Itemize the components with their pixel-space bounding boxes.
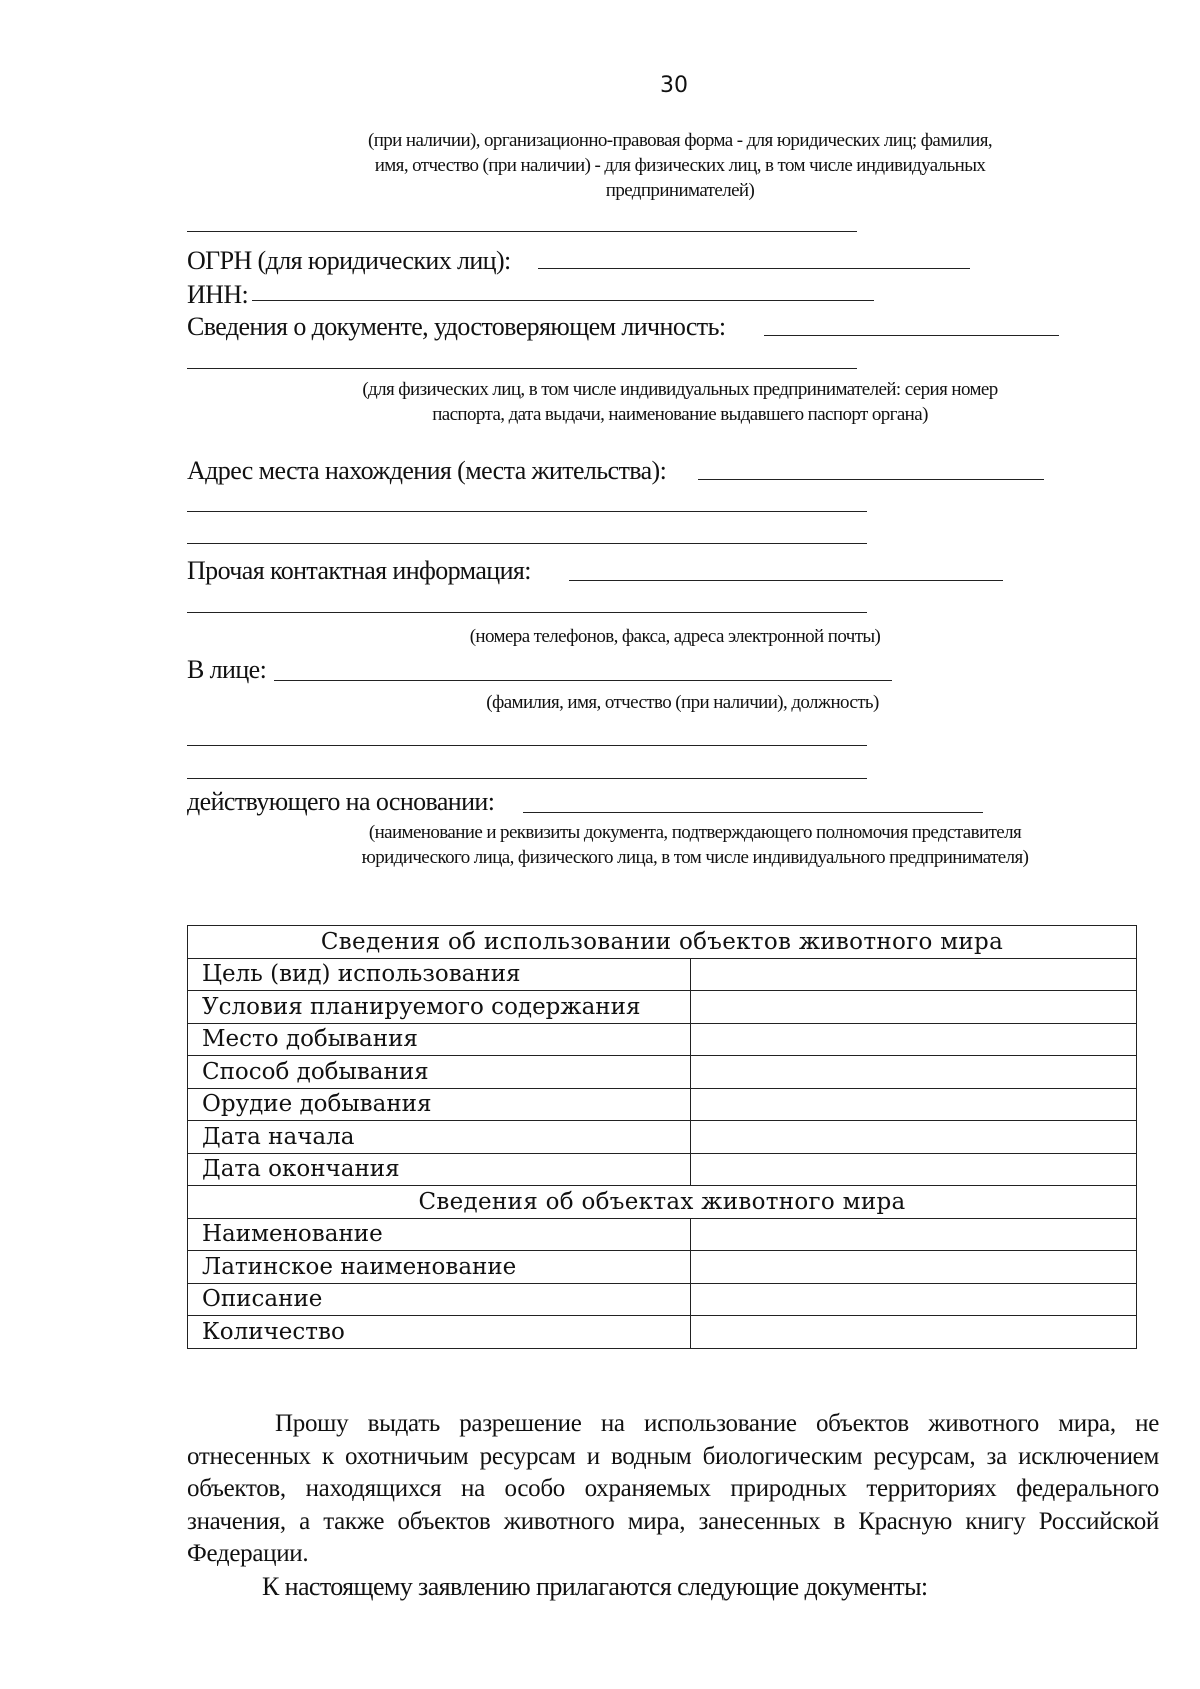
identity-doc-input-line[interactable] xyxy=(764,335,1059,336)
page-number: 30 xyxy=(660,73,688,98)
row-value-cell[interactable] xyxy=(691,1251,1137,1284)
table-row xyxy=(188,1218,1137,1251)
wildlife-usage-table xyxy=(187,925,1137,1349)
row-value-cell[interactable] xyxy=(691,1023,1137,1056)
basis-note: (наименование и реквизиты документа, подтверждающего полномочия представителя юридического лица, физического лица, в том числе индивидуального предпринимателя) xyxy=(361,822,1029,868)
row-label: Дата начала xyxy=(188,1121,691,1154)
table-row xyxy=(188,958,1137,991)
identity-doc-input-line-2[interactable] xyxy=(187,368,857,369)
table-row xyxy=(188,1283,1137,1316)
ogrn-input-line[interactable] xyxy=(538,268,970,269)
row-value-cell[interactable] xyxy=(691,958,1137,991)
row-label: Условия планируемого содержания xyxy=(188,991,691,1024)
table-header-row xyxy=(188,1186,1137,1219)
row-value-cell[interactable] xyxy=(691,991,1137,1024)
representative-input-line-2[interactable] xyxy=(187,745,867,746)
row-value-cell[interactable] xyxy=(691,1218,1137,1251)
usage-section-header: Сведения об использовании объектов животного мира xyxy=(188,926,1137,959)
representative-label: В лице: xyxy=(187,655,267,684)
address-label: Адрес места нахождения (места жительства): xyxy=(187,456,667,485)
table-row xyxy=(188,1316,1137,1349)
objects-section-header: Сведения об объектах животного мира xyxy=(188,1186,1137,1219)
representative-note: (фамилия, имя, отчество (при наличии), должность) xyxy=(486,692,879,713)
row-label: Орудие добывания xyxy=(188,1088,691,1121)
row-label: Дата окончания xyxy=(188,1153,691,1186)
basis-input-line[interactable] xyxy=(523,812,983,813)
row-value-cell[interactable] xyxy=(691,1088,1137,1121)
representative-input-line-3[interactable] xyxy=(187,778,867,779)
table-row xyxy=(188,1121,1137,1154)
table-row xyxy=(188,991,1137,1024)
basis-label: действующего на основании: xyxy=(187,787,495,816)
row-label: Описание xyxy=(188,1283,691,1316)
contacts-label: Прочая контактная информация: xyxy=(187,556,531,585)
ogrn-label: ОГРН (для юридических лиц): xyxy=(187,246,511,275)
row-value-cell[interactable] xyxy=(691,1316,1137,1349)
contacts-input-line[interactable] xyxy=(569,580,1003,581)
row-value-cell[interactable] xyxy=(691,1153,1137,1186)
attachments-heading: К настоящему заявлению прилагаются следующие документы: xyxy=(262,1572,928,1601)
table-row xyxy=(188,1023,1137,1056)
table-row xyxy=(188,1153,1137,1186)
representative-input-line[interactable] xyxy=(274,680,892,681)
row-label: Цель (вид) использования xyxy=(188,958,691,991)
inn-label: ИНН: xyxy=(187,280,249,309)
row-value-cell[interactable] xyxy=(691,1121,1137,1154)
identity-doc-label: Сведения о документе, удостоверяющем личность: xyxy=(187,312,726,341)
identity-doc-note: (для физических лиц, в том числе индивидуальных предпринимателей: серия номер паспорта, дата выдачи, наименование выдавшего паспорт органа) xyxy=(362,379,998,425)
row-value-cell[interactable] xyxy=(691,1056,1137,1089)
contacts-input-line-2[interactable] xyxy=(187,612,867,613)
table-row xyxy=(188,1088,1137,1121)
row-value-cell[interactable] xyxy=(691,1283,1137,1316)
contacts-note: (номера телефонов, факса, адреса электронной почты) xyxy=(469,626,881,647)
table-row xyxy=(188,1251,1137,1284)
inn-input-line[interactable] xyxy=(252,300,874,301)
row-label: Количество xyxy=(188,1316,691,1349)
table-header-row xyxy=(188,926,1137,959)
applicant-name-line[interactable] xyxy=(187,231,857,232)
request-paragraph: Прошу выдать разрешение на использование объектов животного мира, не отнесенных к охотничьим ресурсам и водным биологическим ресурсам, за исключением объектов, находящихся на особо охраняемых природных территориях федерального значения, а также объектов животного мира, занесенных в Красную книгу Российской Федерации. xyxy=(187,1410,1159,1567)
row-label: Наименование xyxy=(188,1218,691,1251)
address-input-line-2[interactable] xyxy=(187,511,867,512)
row-label: Латинское наименование xyxy=(188,1251,691,1284)
row-label: Место добывания xyxy=(188,1023,691,1056)
address-input-line[interactable] xyxy=(698,479,1044,480)
applicant-name-note: (при наличии), организационно-правовая форма - для юридических лиц; фамилия, имя, отчество (при наличии) - для физических лиц, в том числе индивидуальных предпринимателей) xyxy=(367,130,992,201)
table-row xyxy=(188,1056,1137,1089)
address-input-line-3[interactable] xyxy=(187,543,867,544)
row-label: Способ добывания xyxy=(188,1056,691,1089)
